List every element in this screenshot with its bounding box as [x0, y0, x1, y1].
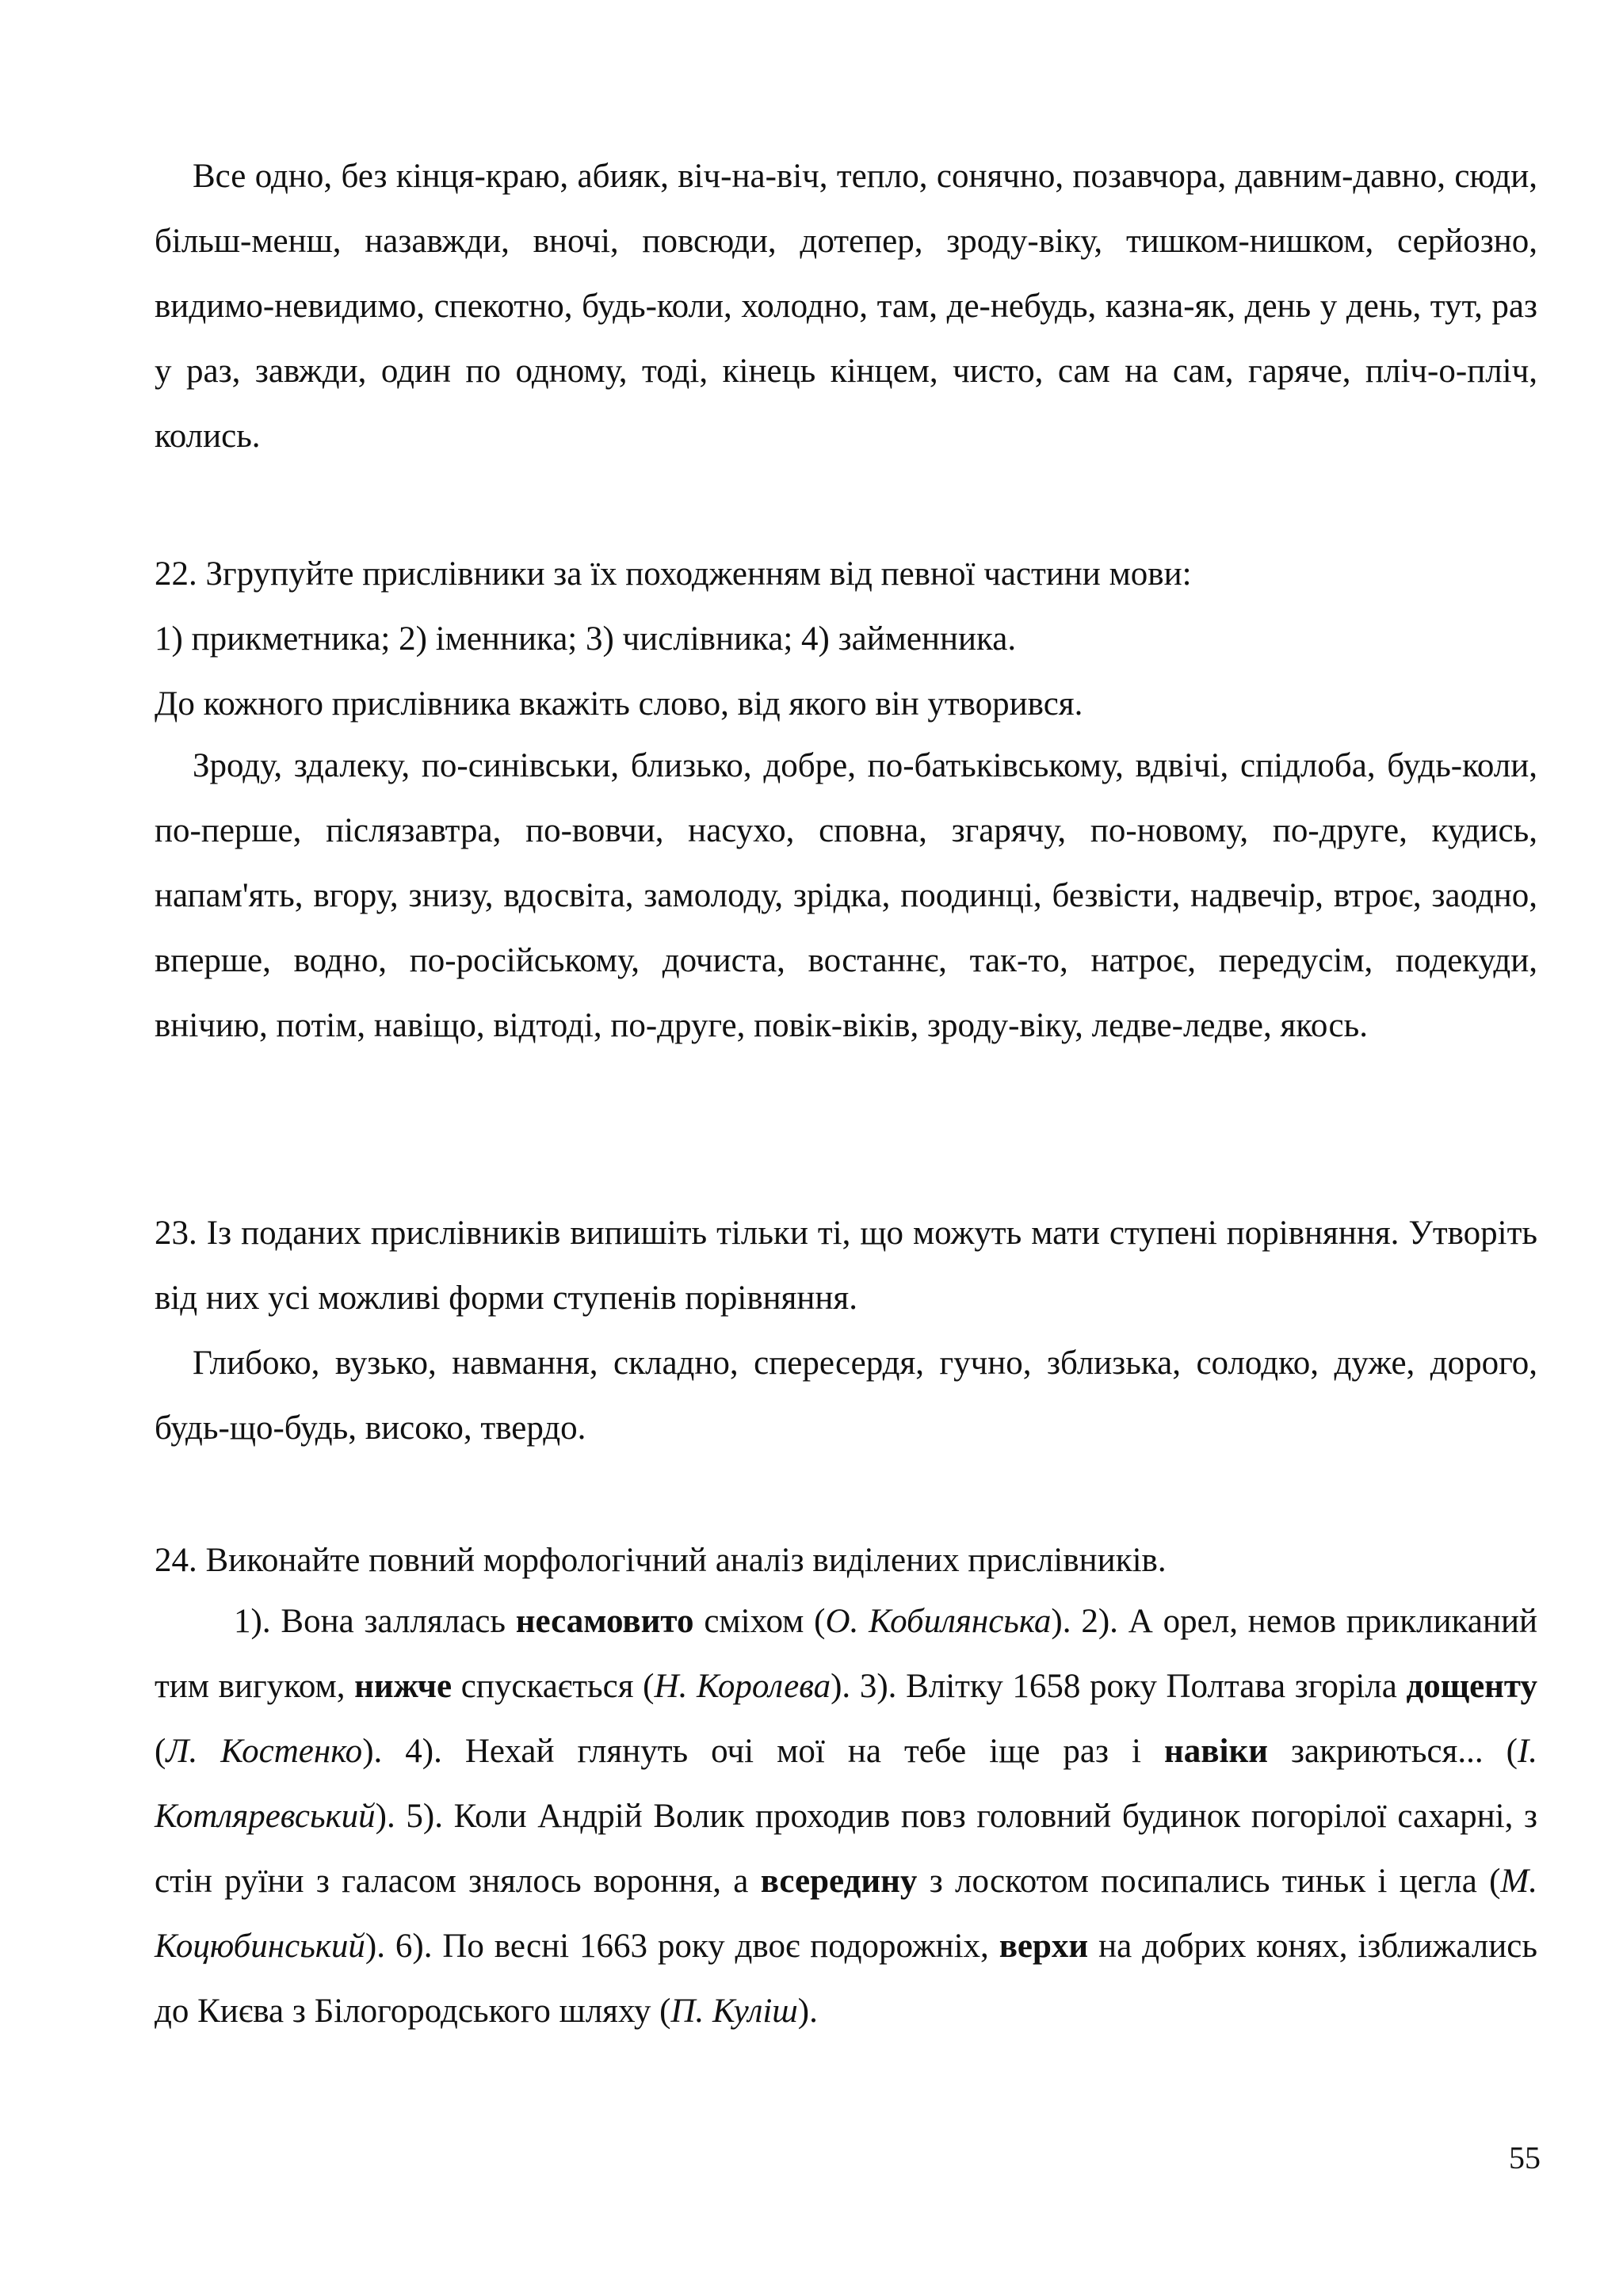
- exercise-22-task-line-1: 22. Згрупуйте прислівники за їх походженням від певної частини мови:: [155, 555, 1192, 593]
- highlighted-adverb: дощенту: [1406, 1668, 1537, 1705]
- highlighted-adverb: несамовито: [515, 1603, 694, 1640]
- author-citation: І. Котляревський: [155, 1733, 1538, 1835]
- author-citation: П. Куліш: [670, 1993, 798, 2030]
- author-citation: М. Коцюбинський: [155, 1863, 1537, 1965]
- author-citation: О. Кобилянська: [825, 1603, 1052, 1640]
- page-number: 55: [1509, 2140, 1541, 2176]
- exercise-22-task-line-3: До кожного прислівника вкажіть слово, від якого він утворився.: [155, 685, 1083, 723]
- exercise-23-task: 23. Із поданих прислівників випишіть тільки ті, що можуть мати ступені порівняння. Утворіть від них усі можливі форми ступенів порівняння.: [155, 1215, 1537, 1317]
- intro-paragraph: Все одно, без кінця-краю, абияк, віч-на-віч, тепло, сонячно, позавчора, давним-давно, сюди, більш-менш, назавжди, вночі, повсюди, дотепер, зроду-віку, тишком-нишком, серйозно, видимо-невидимо, спекотно, будь-коли, холодно, там, де-небудь, казна-як, день у день, тут, раз у раз, завжди, один по одному, тоді, кінець кінцем, чисто, сам на сам, гаряче, пліч-о-пліч, колись.: [155, 158, 1537, 455]
- highlighted-adverb: навіки: [1164, 1733, 1268, 1770]
- exercise-24-task: 24. Виконайте повний морфологічний аналіз виділених прислівників.: [155, 1542, 1167, 1579]
- exercise-24-sentences: 1). Вона заллялась несамовито сміхом (О. Кобилянська). 2). А орел, немов прикликаний тим вигуком, нижче спускається (Н. Королева). 3). Влітку 1658 року Полтава згоріла дощенту (Л. Костенко). 4). Нехай глянуть очі мої на тебе іще раз і навіки закриються... (І. Котляревський). 5). Коли Андрій Волик проходив повз головний будинок погорілої сахарні, з стін руїни з галасом знялось вороння, а всередину з лоскотом посипались тиньк і цегла (М. Коцюбинський). 6). По весні 1663 року двоє подорожніх, верхи на добрих конях, ізближались до Києва з Білогородського шляху (П. Куліш).: [155, 1603, 1538, 2030]
- highlighted-adverb: нижче: [354, 1668, 453, 1705]
- exercise-23-word-list: Глибоко, вузько, навмання, складно, спересердя, гучно, зблизька, солодко, дуже, дорого, будь-що-будь, високо, твердо.: [155, 1344, 1537, 1447]
- exercise-22-word-list: Зроду, здалеку, по-синівськи, близько, добре, по-батьківському, вдвічі, спідлоба, будь-коли, по-перше, післязавтра, по-вовчи, насухо, сповна, згарячу, по-новому, по-друге, кудись, напам'ять, вгору, знизу, вдосвіта, замолоду, зрідка, поодинці, безвісти, надвечір, втроє, заодно, вперше, водно, по-російському, дочиста, востаннє, так-то, натроє, передусім, подекуди, внічию, потім, навіщо, відтоді, по-друге, повік-віків, зроду-віку, ледве-ледве, якось.: [155, 747, 1537, 1044]
- author-citation: Н. Королева: [654, 1668, 831, 1705]
- highlighted-adverb: верхи: [999, 1928, 1089, 1965]
- author-citation: Л. Костенко: [166, 1733, 363, 1770]
- highlighted-adverb: всередину: [760, 1863, 918, 1900]
- exercise-22-task-line-2: 1) прикметника; 2) іменника; 3) числівника; 4) займенника.: [155, 620, 1017, 658]
